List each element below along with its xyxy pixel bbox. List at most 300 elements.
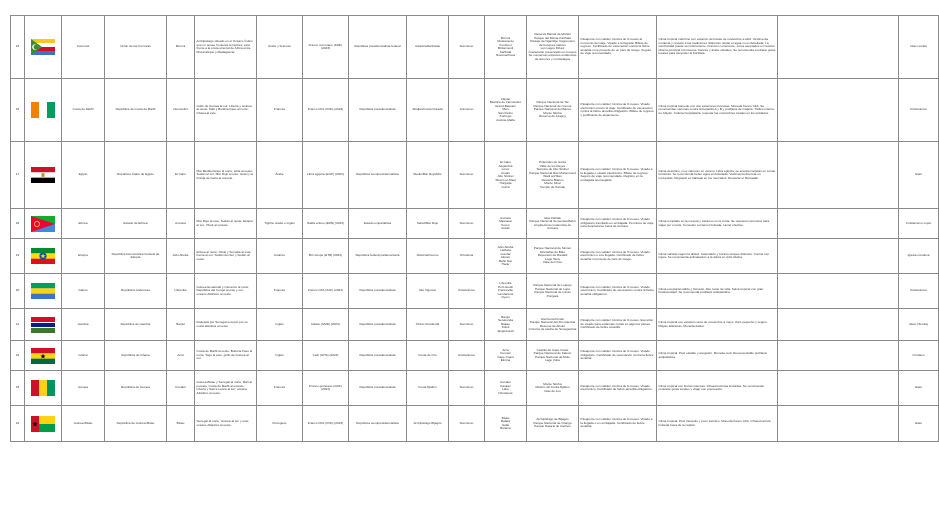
- official-name-text: República de Costa de Marfil: [115, 107, 156, 112]
- currency: [303, 341, 349, 371]
- main-religion-text: Cristianismo: [909, 288, 928, 293]
- cities: [485, 371, 527, 406]
- cities-text: Adís Abeba Lalibela Gondar Aksum Bahir Dar Harar: [497, 244, 514, 266]
- table-row: [11, 79, 939, 142]
- entry-requirements: [579, 239, 657, 274]
- extra-notes: [778, 209, 899, 239]
- gambia-flag: [31, 317, 55, 333]
- government-text: República presidencialista: [359, 321, 396, 326]
- entry-requirements-text: Pasaporte con validez mínima de 6 meses. Visado a la llegada o visado electrónico. Billete de regreso. Seguro de viaje recomendado. Registro en la embajada aconsejable.: [580, 167, 653, 182]
- region-text: Medio/Mar Rojo/Nilo: [413, 172, 442, 177]
- capital-text: Adís Abeba: [172, 253, 189, 258]
- country-name-text: Gambia: [77, 321, 89, 326]
- borders: [195, 341, 257, 371]
- languages: [257, 371, 303, 406]
- country-name: [62, 79, 105, 142]
- region-text: Fouta Djallon: [418, 385, 437, 390]
- official-name-text: Estado de Eritrea: [123, 220, 148, 225]
- ivory-coast-flag: [31, 102, 55, 118]
- region-text: Abidjan/Costa Dorada: [412, 107, 443, 112]
- government: [349, 239, 407, 274]
- main-religion: [899, 371, 939, 406]
- borders: [195, 309, 257, 341]
- cities-text: Banjul Serekunda Bakau Kololi Janjanbureh: [496, 314, 515, 333]
- country-name-text: Guinea: [78, 385, 88, 390]
- main-religion: [899, 239, 939, 274]
- official-name-text: República de Guinea-Bisáu: [116, 420, 155, 425]
- row-number: [11, 209, 25, 239]
- main-religion: [899, 142, 939, 209]
- attractions: [527, 371, 579, 406]
- borders-text: Rodeada por Senegal excepto por su costa atlántica al oeste.: [196, 320, 248, 328]
- region-text: África Occidental: [415, 321, 440, 326]
- cities: [485, 341, 527, 371]
- official-name-text: República Árabe de Egipto: [117, 172, 154, 177]
- region-text: Alto Ogooué: [418, 288, 437, 293]
- flag-cell: [25, 209, 62, 239]
- table-row: [11, 274, 939, 309]
- government: [349, 79, 407, 142]
- borders: [195, 239, 257, 274]
- cities: [485, 274, 527, 309]
- country-name: [62, 406, 105, 442]
- main-religion: [899, 341, 939, 371]
- government-text: República presidencialista federal: [354, 44, 401, 49]
- capital: [167, 341, 195, 371]
- entry-requirements-text: Pasaporte con validez mínima de 6 meses. Visado obligatorio tramitado en embajada. Permisos de viaje para desplazarse fuera de Asmara.: [580, 217, 654, 229]
- travel-notes-text: Clima tropical. País tranquilo y poco turístico. Moneda franco CFA. Infraestructura limitada fuera de la capital.: [658, 419, 771, 427]
- travel-notes: [657, 341, 778, 371]
- religion-text: Sunnismo: [459, 172, 474, 177]
- flag-cell: [25, 142, 62, 209]
- entry-requirements: [579, 406, 657, 442]
- languages: [257, 406, 303, 442]
- currency: [303, 209, 349, 239]
- cities-text: Bisáu Bafatá Gabú Bolama: [500, 415, 511, 430]
- country-name: [62, 274, 105, 309]
- capital: [167, 239, 195, 274]
- official-name-text: República de Guinea: [121, 385, 150, 390]
- flag-cell: [25, 406, 62, 442]
- government-text: República federal parlamentaria: [355, 253, 400, 258]
- table-row: [11, 239, 939, 274]
- ethiopia-flag: [31, 248, 55, 264]
- main-religion-text: Islam (Sunita): [908, 321, 929, 326]
- region: [407, 142, 449, 209]
- government: [349, 209, 407, 239]
- region-text: Archipiélago Bijagós: [413, 420, 442, 425]
- main-religion: [899, 274, 939, 309]
- travel-notes: [657, 239, 778, 274]
- attractions: [527, 406, 579, 442]
- row-number-text: 16: [15, 107, 20, 112]
- country-name: [62, 16, 105, 79]
- row-number-text: 22: [15, 352, 20, 357]
- borders: [195, 79, 257, 142]
- religion-text: Sunnismo: [459, 44, 474, 49]
- entry-requirements: [579, 371, 657, 406]
- region: [407, 309, 449, 341]
- borders: [195, 371, 257, 406]
- capital: [167, 209, 195, 239]
- travel-notes-text: Clima templado en la meseta y caluroso en la costa. Se requieren permisos para viajar por el país. Conexión a internet limitada. Llevar efectivo.: [658, 219, 770, 227]
- borders-text: Archipiélago situado en el Océano Índico que no posee fronteras terrestres; está frente a la costa oriental de África entre Mozambique y Madagascar.: [196, 39, 253, 54]
- travel-notes-text: Clima desértico, muy caluroso en verano. Libra egipcia; se aceptan tarjetas en zonas turísticas. Se recomienda beber agua embotellada. Vestimenta discreta en mezquitas. Regatear es habitual en los mercados. Respetar el Ramadán.: [658, 168, 776, 180]
- row-number-text: 20: [15, 288, 20, 293]
- cities-text: Acra Kumasi Cape Coast Elmina: [497, 347, 514, 362]
- official-name: [105, 209, 167, 239]
- official-name: [105, 79, 167, 142]
- extra-notes: [778, 341, 899, 371]
- row-number: [11, 309, 25, 341]
- religion: [449, 142, 485, 209]
- capital-text: Libreville: [174, 288, 187, 293]
- countries-table: [10, 15, 939, 442]
- cities: [485, 239, 527, 274]
- languages-text: Inglés: [275, 352, 284, 357]
- entry-requirements: [579, 209, 657, 239]
- languages: [257, 79, 303, 142]
- guinea-bissau-flag: [31, 416, 55, 432]
- borders-text: Mar Mediterráneo al norte; Libia al oeste; Sudán al sur; Mar Rojo al este; Israel y la Franja de Gaza al noreste.: [196, 168, 254, 180]
- currency: [303, 16, 349, 79]
- country-name-text: Gabón: [78, 288, 88, 293]
- borders-text: Senegal al norte; Guinea al sur y este; océano Atlántico al oeste.: [196, 419, 250, 427]
- entry-requirements: [579, 341, 657, 371]
- entry-requirements-text: Pasaporte con validez mínima de 6 meses. Visado electrónico o a la llegada. Certificado de fiebre amarilla si procede de país de riesgo.: [580, 249, 650, 261]
- official-name-text: República de Gambia: [120, 321, 151, 326]
- attractions-text: Reserva Marina de Mohéli Parque del Monte Karthala Paisaje de Ngazidja, fragmentos de bosques nativos Los Lagos Dziani Coelacanto preservado en museos Se conservan especies endémicas de lémures y murciélagos: [528, 32, 577, 61]
- religion: [449, 16, 485, 79]
- main-religion-text: Iglesia ortodoxa: [907, 253, 930, 258]
- currency-text: Birr etíope (ETB) (2023): [308, 253, 342, 258]
- main-religion-text: Cristiano: [912, 352, 925, 357]
- government-text: República presidencialista: [359, 385, 396, 390]
- entry-requirements-text: Pasaporte con validez mínima de 6 meses. Visado obligatorio. Certificado de vacunación contra la fiebre amarilla.: [580, 349, 654, 361]
- entry-requirements-text: Pasaporte con validez mínima de 6 meses. Exención de visado para estancias cortas en algunos países. Certificado de fiebre amarilla.: [580, 318, 654, 330]
- attractions: [527, 16, 579, 79]
- currency: [303, 79, 349, 142]
- attractions-text: Islas Dahlak Parque Nacional Semenawi Bahri Arquitectura modernista de Asmara: [529, 215, 576, 230]
- country-name: [62, 371, 105, 406]
- main-religion: [899, 406, 939, 442]
- region-text: Costa de Oro: [418, 352, 437, 357]
- languages-text: Francés: [273, 107, 286, 112]
- extra-notes: [778, 16, 899, 79]
- borders-text: Costa de Marfil al oeste; Burkina Faso al norte; Togo al este; golfo de Guinea al sur.: [196, 349, 253, 361]
- official-name: [105, 371, 167, 406]
- attractions: [527, 341, 579, 371]
- attractions: [527, 79, 579, 142]
- currency-text: Libra egipcia (EGP) (2023): [307, 172, 344, 177]
- government: [349, 274, 407, 309]
- gabon-flag: [31, 283, 55, 299]
- attractions-text: Parque Nacional de Loango Parque Nacional de Lopé Parque Nacional de Ivindo Pongara: [533, 283, 572, 298]
- currency: [303, 406, 349, 442]
- borders: [195, 142, 257, 209]
- languages: [257, 142, 303, 209]
- main-religion-text: Islam sunita: [910, 44, 927, 49]
- languages-text: Árabe y Francés: [268, 44, 291, 49]
- attractions: [527, 309, 579, 341]
- country-name: [62, 142, 105, 209]
- extra-notes: [778, 371, 899, 406]
- row-number-text: 19: [15, 253, 20, 258]
- row-number: [11, 406, 25, 442]
- languages-text: Tigriña, árabe e inglés: [264, 220, 295, 225]
- row-number-text: 23: [15, 385, 20, 390]
- travel-notes: [657, 406, 778, 442]
- travel-notes: [657, 209, 778, 239]
- row-number: [11, 142, 25, 209]
- government-text: República presidencialista: [359, 288, 396, 293]
- extra-notes: [778, 239, 899, 274]
- religion-text: Sunnismo: [459, 385, 474, 390]
- travel-notes: [657, 142, 778, 209]
- currency-text: Franco comorano (KMF) (2023): [308, 42, 343, 50]
- languages: [257, 239, 303, 274]
- main-religion-text: Cristianismo copto: [905, 220, 932, 225]
- region: [407, 209, 449, 239]
- languages: [257, 274, 303, 309]
- flag-cell: [25, 309, 62, 341]
- table-row: [11, 309, 939, 341]
- guinea-flag: [31, 380, 55, 396]
- region-text: Sahel/Mar Rojo: [416, 220, 439, 225]
- country-name: [62, 209, 105, 239]
- religion: [449, 309, 485, 341]
- capital: [167, 16, 195, 79]
- country-name-text: Eritrea: [78, 220, 88, 225]
- flag-cell: [25, 371, 62, 406]
- official-name-text: Unión de las Comoras: [120, 44, 151, 49]
- languages-text: Francés: [273, 288, 286, 293]
- entry-requirements: [579, 309, 657, 341]
- attractions-text: Pirámides de Guiza Valle de los Reyes Templos de Abu Simbel Parque Nacional Ras Mohammed Wadi al-Hitan Desierto Blanco Monte Sinaí Templo de Karnak: [529, 160, 576, 189]
- comoros-flag: [31, 39, 55, 55]
- entry-requirements-text: Pasaporte con validez mínima de 6 meses. Visado electrónico. Certificado de fiebre amarilla obligatorio.: [580, 383, 653, 391]
- currency-text: Cedi (GHS) (2023): [312, 352, 339, 357]
- religion-text: Sunnismo: [459, 420, 474, 425]
- currency-text: Nakfa eritreo (ERN) (2023): [307, 220, 344, 225]
- main-religion-text: Islam: [914, 420, 923, 425]
- region-text: Abisinia/Cuerno: [416, 253, 439, 258]
- main-religion: [899, 309, 939, 341]
- flag-cell: [25, 239, 62, 274]
- entry-requirements-text: Pasaporte con validez mínima de 6 meses al momento del viaje. Visado a la llegada. Billete de regreso. Certificado de vacunación contra la fiebre amarilla si se procede de un país de riesgo. Seguro de viaje recomendado.: [580, 37, 652, 56]
- capital: [167, 142, 195, 209]
- capital: [167, 406, 195, 442]
- region: [407, 79, 449, 142]
- borders: [195, 406, 257, 442]
- row-number: [11, 341, 25, 371]
- country-name-text: Comoras: [76, 44, 90, 49]
- country-name: [62, 309, 105, 341]
- country-name-text: Egipto: [78, 172, 88, 177]
- cities-text: Moroni Mutsamudu Fomboni Mitsamiouli Karthala Nioumachoua: [495, 35, 516, 57]
- government-text: República semipresidencialista: [356, 172, 399, 177]
- region: [407, 371, 449, 406]
- cities-text: Conakri Kankan Labé Nzérékoré: [498, 380, 513, 395]
- government-text: República presidencialista: [359, 107, 396, 112]
- attractions-text: Parque Nacional de Taï Parque Nacional de Comoé Parque Nacional del Banco Monte Nimba Reserva de Azagny: [533, 100, 572, 119]
- religion-text: Ortodoxia: [459, 253, 474, 258]
- table-row: [11, 16, 939, 79]
- languages: [257, 309, 303, 341]
- currency-text: Franco guineano (GNF) (2023): [309, 383, 342, 391]
- official-name: [105, 16, 167, 79]
- travel-notes: [657, 309, 778, 341]
- currency-text: Dalasi (GMD) (2023): [311, 321, 340, 326]
- attractions: [527, 142, 579, 209]
- religion: [449, 274, 485, 309]
- eritrea-flag: [31, 216, 55, 232]
- entry-requirements: [579, 142, 657, 209]
- region: [407, 16, 449, 79]
- religion: [449, 209, 485, 239]
- borders-text: Eritrea al norte; Yibuti y Somalia al este; Kenia al sur; Sudán del Sur y Sudán al oeste.: [196, 249, 252, 261]
- official-name: [105, 309, 167, 341]
- attractions-text: Parque Nacional de Simien Montañas de Bale Depresión de Danakil Lago Tana Valle del Omo: [533, 246, 572, 265]
- cities: [485, 79, 527, 142]
- row-number: [11, 274, 25, 309]
- religion-text: Animismo: [459, 107, 474, 112]
- cities: [485, 309, 527, 341]
- religion: [449, 406, 485, 442]
- cities: [485, 16, 527, 79]
- capital-text: Acra: [177, 352, 184, 357]
- languages: [257, 16, 303, 79]
- religion-text: Cristianismo: [457, 352, 476, 357]
- extra-notes: [778, 274, 899, 309]
- languages: [257, 341, 303, 371]
- attractions-text: Castillo de Cape Coast Parque Nacional de Kakum Parque Nacional de Mole Lago Volta: [533, 347, 572, 362]
- main-religion: [899, 79, 939, 142]
- attractions-text: Isla Kunta Kinteh Parque Nacional del Río Gambia Reserva de Abuko Círculos de piedra de Senegambia: [528, 316, 577, 331]
- official-name: [105, 274, 167, 309]
- currency-text: Franco CFA (XOF) (2023): [307, 107, 344, 112]
- row-number: [11, 79, 25, 142]
- entry-requirements-text: Pasaporte con validez mínima de 6 meses. Visado a la llegada o en embajada. Certificado de fiebre amarilla.: [580, 417, 653, 429]
- religion-text: Cristianismo: [457, 288, 476, 293]
- government: [349, 341, 407, 371]
- region: [407, 239, 449, 274]
- currency-text: Franco CFA (XOF) (2023): [307, 420, 344, 425]
- flag-cell: [25, 16, 62, 79]
- official-name-text: República Democrática Federal de Etiopía: [111, 251, 160, 259]
- main-religion: [899, 16, 939, 79]
- borders-text: Guinea-Bisáu y Senegal al norte; Malí al noreste; Costa de Marfil al sureste; Liberia y Sierra Leona al sur; océano Atlántico al oeste.: [196, 380, 252, 395]
- cities-text: El Cairo Alejandría Lúxor Asuán Abu Simbel Sharm el-Sheij Hurgada Guiza: [495, 160, 516, 189]
- country-name-text: Ghana: [78, 352, 88, 357]
- languages-text: Francés: [273, 385, 286, 390]
- country-name-text: Etiopía: [78, 253, 88, 258]
- region: [407, 274, 449, 309]
- government-text: Estado unipartidista: [363, 220, 392, 225]
- government: [349, 142, 407, 209]
- travel-notes: [657, 371, 778, 406]
- country-name: [62, 239, 105, 274]
- religion: [449, 79, 485, 142]
- currency-text: Franco CFA (XAF) (2023): [307, 288, 344, 293]
- languages-text: Amárico: [273, 253, 286, 258]
- cities-text: Asmara Massaua Keren Assab: [499, 215, 512, 230]
- extra-notes: [778, 79, 899, 142]
- cities: [485, 406, 527, 442]
- row-number-text: 21: [15, 321, 20, 326]
- table-row: [11, 371, 939, 406]
- flag-cell: [25, 341, 62, 371]
- entry-requirements: [579, 79, 657, 142]
- travel-notes-text: Clima tropical. País estable y acogedor. Moneda cedi. Recomendable profilaxis antipalúdica.: [658, 351, 768, 359]
- region-text: Asia/Arabia/Indias: [415, 44, 440, 49]
- cities-text: Libreville Port-Gentil Franceville Lambaréné Oyem: [497, 281, 514, 300]
- row-number: [11, 371, 25, 406]
- main-religion-text: Islam: [914, 172, 923, 177]
- languages: [257, 209, 303, 239]
- official-name: [105, 239, 167, 274]
- borders: [195, 16, 257, 79]
- capital: [167, 79, 195, 142]
- capital-text: El Cairo: [174, 172, 186, 177]
- attractions-text: Archipiélago de Bijagós Parque Nacional de Orango Parque Natural de Cacheu: [533, 417, 572, 429]
- government-text: República semipresidencialista: [356, 420, 399, 425]
- table-row: [11, 406, 939, 442]
- row-number: [11, 16, 25, 79]
- main-religion-text: Cristianismo: [909, 107, 928, 112]
- egypt-flag: [31, 167, 55, 183]
- main-religion-text: Islam: [914, 385, 923, 390]
- region: [407, 341, 449, 371]
- table-row: [11, 142, 939, 209]
- travel-notes: [657, 274, 778, 309]
- row-number-text: 18: [15, 220, 20, 225]
- extra-notes: [778, 406, 899, 442]
- country-name-text: Costa de Marfil: [72, 107, 94, 112]
- official-name: [105, 406, 167, 442]
- religion: [449, 371, 485, 406]
- capital-text: Conakri: [175, 385, 186, 390]
- currency: [303, 142, 349, 209]
- row-number: [11, 239, 25, 274]
- cities-text: Abiyán Basílica de Yamusukro Grand-Bassam Man San Pedro Korhogo Assinie-Mafia: [489, 96, 522, 122]
- attractions-text: Monte Nimba Macizo del Fouta Djallon Islas de Los: [535, 381, 570, 393]
- borders: [195, 209, 257, 239]
- extra-notes: [778, 309, 899, 341]
- religion: [449, 239, 485, 274]
- region: [407, 406, 449, 442]
- entry-requirements: [579, 16, 657, 79]
- travel-notes-text: Clima tropical marítimo con estación de lluvias de noviembre a abril. Vestimenta modesta y respeto a las tradiciones islámicas. Evitar el agua no embotellada. La electricidad puede ser intermitente. Francos comoranos, euros aceptados en hoteles. Idioma principal comorense, francés y árabe oficiales. Se recomienda contratar guías locales para ascender al Karthala.: [658, 37, 776, 56]
- languages-text: Portugués: [272, 420, 287, 425]
- official-name-text: República de Ghana: [121, 352, 150, 357]
- languages-text: Árabe: [275, 172, 284, 177]
- travel-notes: [657, 79, 778, 142]
- cities: [485, 142, 527, 209]
- capital: [167, 309, 195, 341]
- country-name: [62, 341, 105, 371]
- flag-cell: [25, 79, 62, 142]
- travel-notes: [657, 16, 778, 79]
- attractions: [527, 274, 579, 309]
- borders: [195, 274, 257, 309]
- ghana-flag: [31, 348, 55, 364]
- extra-notes: [778, 142, 899, 209]
- languages-text: Inglés: [275, 321, 284, 326]
- government: [349, 16, 407, 79]
- row-number-text: 17: [15, 172, 20, 177]
- travel-notes-text: Clima variado según la altitud. Calendario y horario etíopes distintos. Cocina con injera. Se recomienda aclimatación a la altura en Adís Abeba.: [658, 251, 770, 259]
